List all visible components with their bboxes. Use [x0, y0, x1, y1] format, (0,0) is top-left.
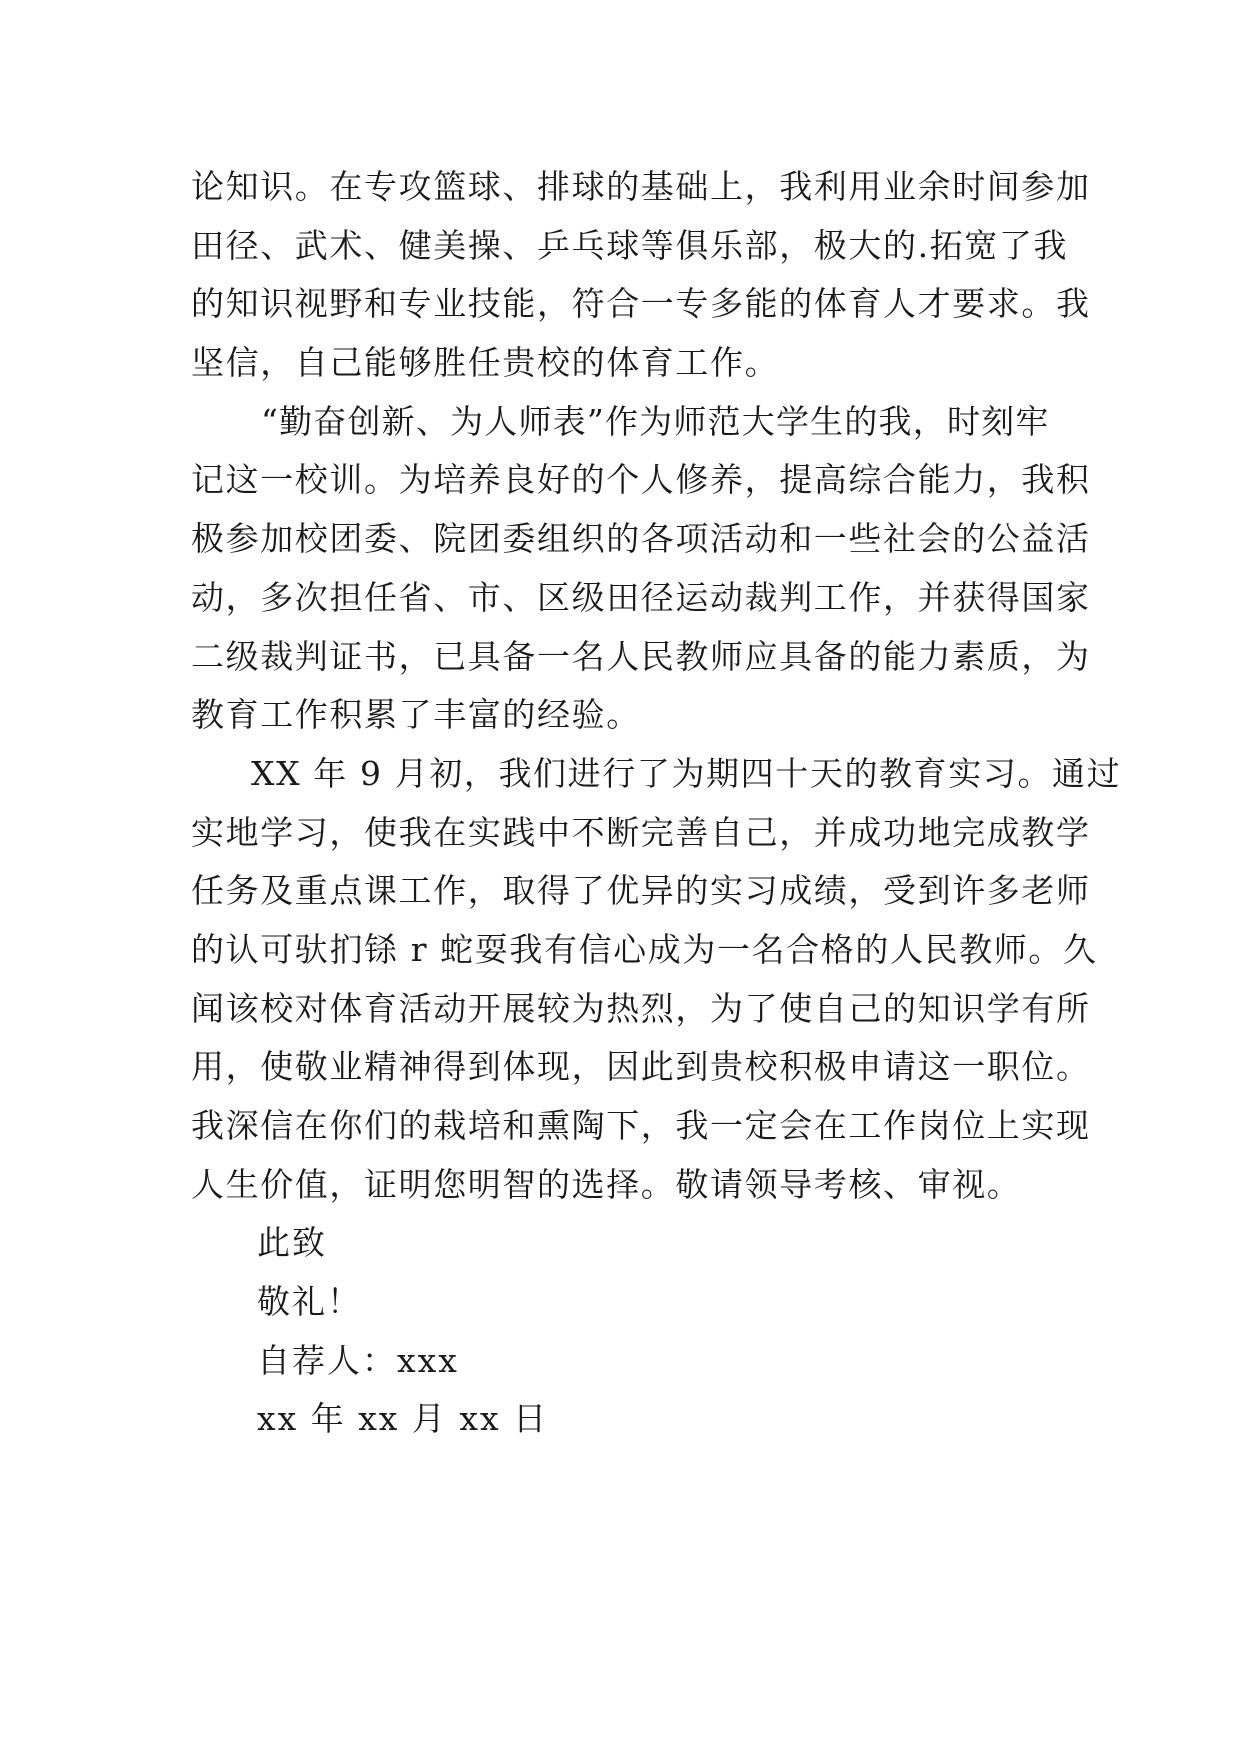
body-line: 教育工作积累了丰富的经验。: [191, 695, 641, 735]
closing-regards: 敬礼！: [257, 1282, 362, 1322]
body-line: 实地学习，使我在实践中不断完善自己，并成功地完成教学: [191, 812, 1091, 852]
body-line: 坚信，自己能够胜任贵校的体育工作。: [191, 343, 780, 383]
body-line: 的认可驮扪铩 r 蛇耍我有信心成为一名合格的人民教师。久: [191, 929, 1098, 969]
body-line: 用，使敬业精神得到体现，因此到贵校积极申请这一职位。: [191, 1047, 1091, 1087]
body-line: 任务及重点课工作，取得了优异的实习成绩，受到许多老师: [191, 871, 1091, 911]
body-line: “勤奋创新、为人师表”作为师范大学生的我，时刻牢: [261, 401, 1050, 441]
letter-body: [191, 158, 1122, 1449]
body-line: XX 年 9 月初，我们进行了为期四十天的教育实习。通过: [251, 753, 1122, 793]
body-line: 极参加校团委、院团委组织的各项活动和一些社会的公益活: [191, 519, 1091, 559]
date-line: xx 年 xx 月 xx 日: [257, 1399, 549, 1439]
body-line: 记这一校训。为培养良好的个人修养，提高综合能力，我积: [191, 460, 1091, 500]
body-line: 的知识视野和专业技能，符合一专多能的体育人才要求。我: [191, 284, 1091, 324]
body-line: 论知识。在专攻篮球、排球的基础上，我利用业余时间参加: [191, 167, 1091, 206]
body-line: 闻该校对体育活动开展较为热烈，为了使自己的知识学有所: [191, 988, 1091, 1028]
signer-line: 自荐人：xxx: [257, 1340, 459, 1380]
body-line: 我深信在你们的栽培和熏陶下，我一定会在工作岗位上实现: [191, 1106, 1091, 1145]
body-line: 动，多次担任省、市、区级田径运动裁判工作，并获得国家: [191, 577, 1091, 617]
body-line: 二级裁判证书，已具备一名人民教师应具备的能力素质，为: [191, 636, 1091, 676]
closing-salutation: 此致: [257, 1223, 327, 1263]
body-line: 田径、武术、健美操、乒乓球等俱乐部，极大的.拓宽了我: [191, 225, 1069, 265]
body-line: 人生价值，证明您明智的选择。敬请领导考核、审视。: [191, 1164, 1022, 1204]
